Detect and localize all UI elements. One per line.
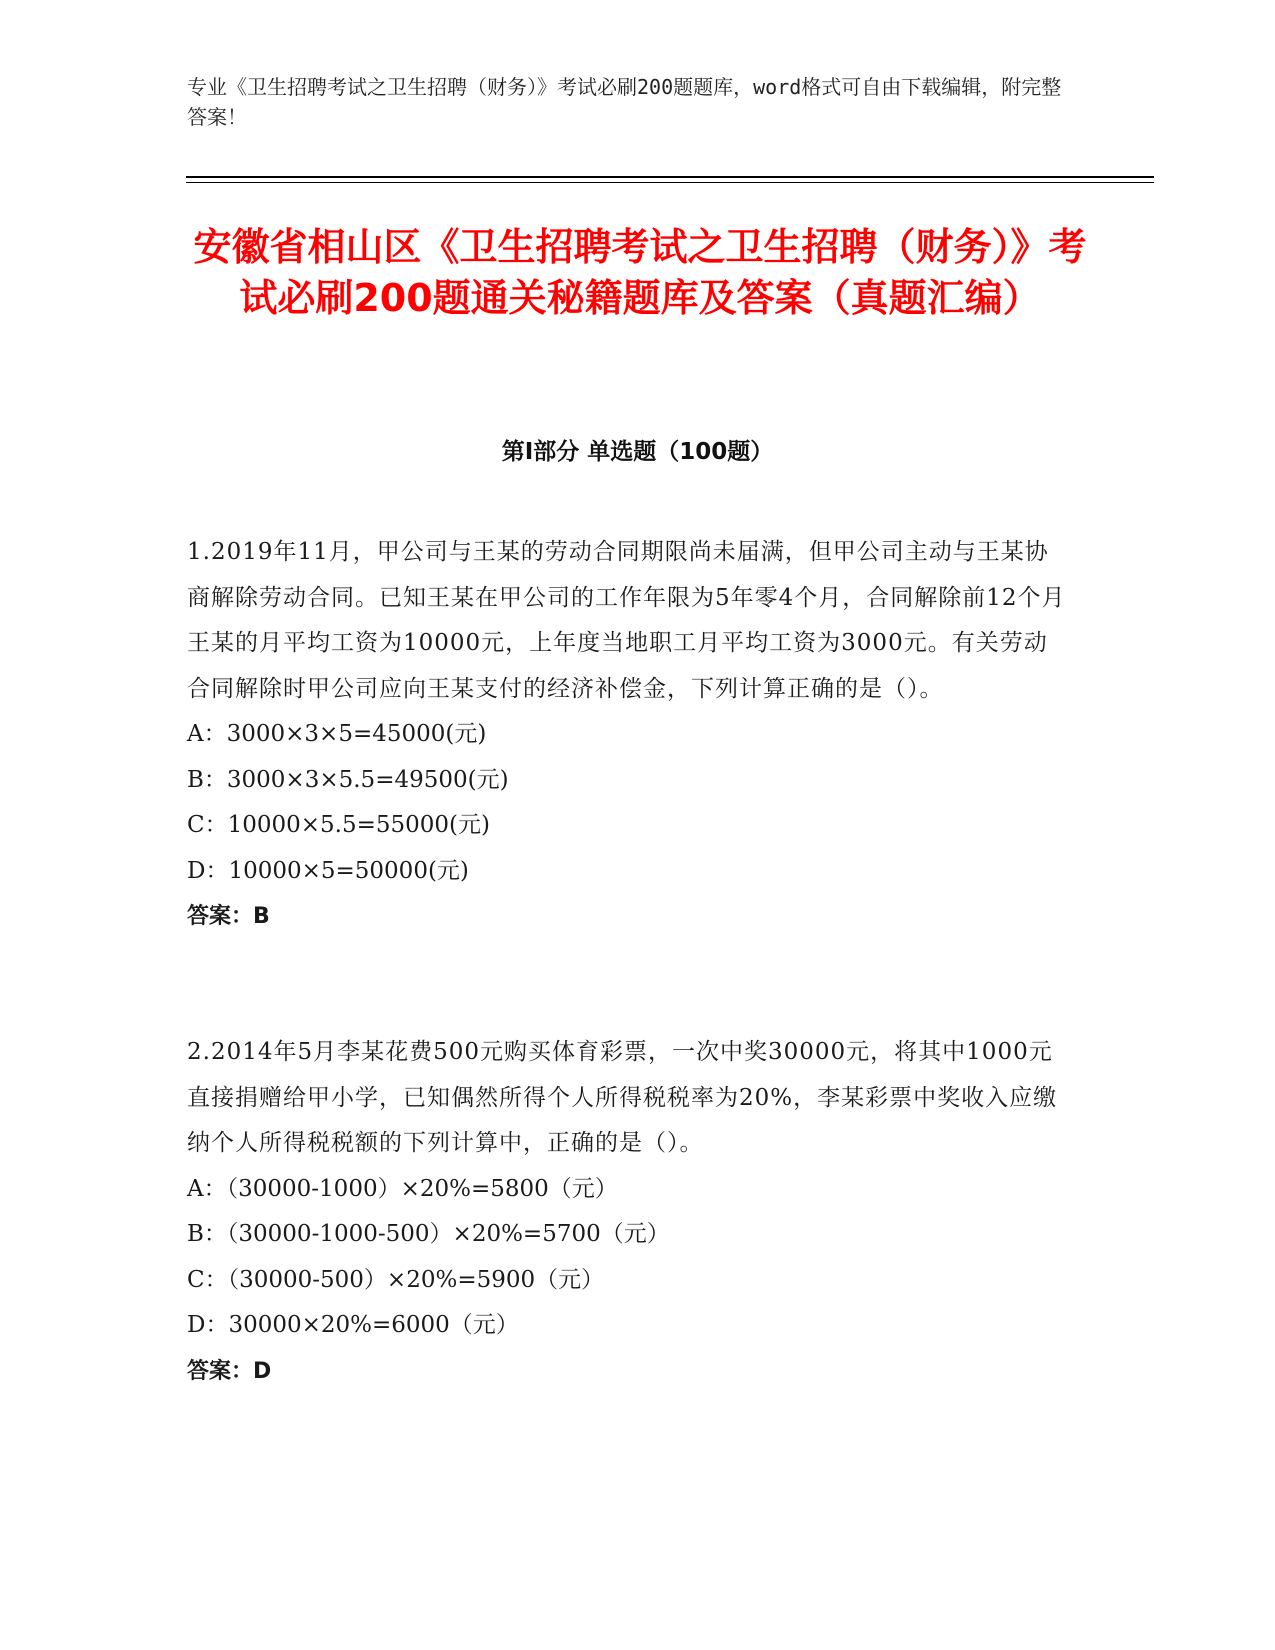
document-title: 安徽省相山区《卫生招聘考试之卫生招聘（财务）》考试必刷200题通关秘籍题库及答案（真题汇编） <box>193 225 1087 320</box>
question-block <box>187 1030 1067 1394</box>
option-b: B：3000×3×5.5=49500(元) <box>187 766 509 793</box>
option-a: A：（30000-1000）×20%=5800（元） <box>187 1175 618 1202</box>
option-d: D：10000×5=50000(元) <box>187 857 469 884</box>
answer-line: 答案：D <box>187 1358 272 1384</box>
option-c: C：（30000-500）×20%=5900（元） <box>187 1266 605 1293</box>
answer-line: 答案：B <box>187 904 270 929</box>
option-b: B：（30000-1000-500）×20%=5700（元） <box>187 1221 670 1247</box>
header-note: 专业《卫生招聘考试之卫生招聘（财务）》考试必刷200题题库，word格式可自由下载编辑，附完整答案！ <box>187 75 1062 129</box>
question-stem: 1.2019年11月，甲公司与王某的劳动合同期限尚未届满，但甲公司主动与王某协商解除劳动合同。已知王某在甲公司的工作年限为5年零4个月，合同解除前12个月王某的月平均工资为10000元，上年度当地职工月平均工资为3000元。有关劳动合同解除时甲公司应向王某支付的经济补偿金，下列计算正确的是（）。 <box>187 539 1066 702</box>
option-a: A：3000×3×5=45000(元) <box>187 721 487 747</box>
question-block <box>187 530 1067 940</box>
section-heading: 第I部分 单选题（100题） <box>501 439 774 465</box>
option-d: D：30000×20%=6000（元） <box>187 1312 519 1338</box>
header-rule-thick <box>186 176 1154 178</box>
header-rule-thin <box>186 182 1154 183</box>
option-c: C：10000×5.5=55000(元) <box>187 812 490 838</box>
question-stem: 2.2014年5月李某花费500元购买体育彩票，一次中奖30000元，将其中1000元直接捐赠给甲小学，已知偶然所得个人所得税税率为20%，李某彩票中奖收入应缴纳个人所得税税额的下列计算中，正确的是（）。 <box>187 1039 1058 1156</box>
